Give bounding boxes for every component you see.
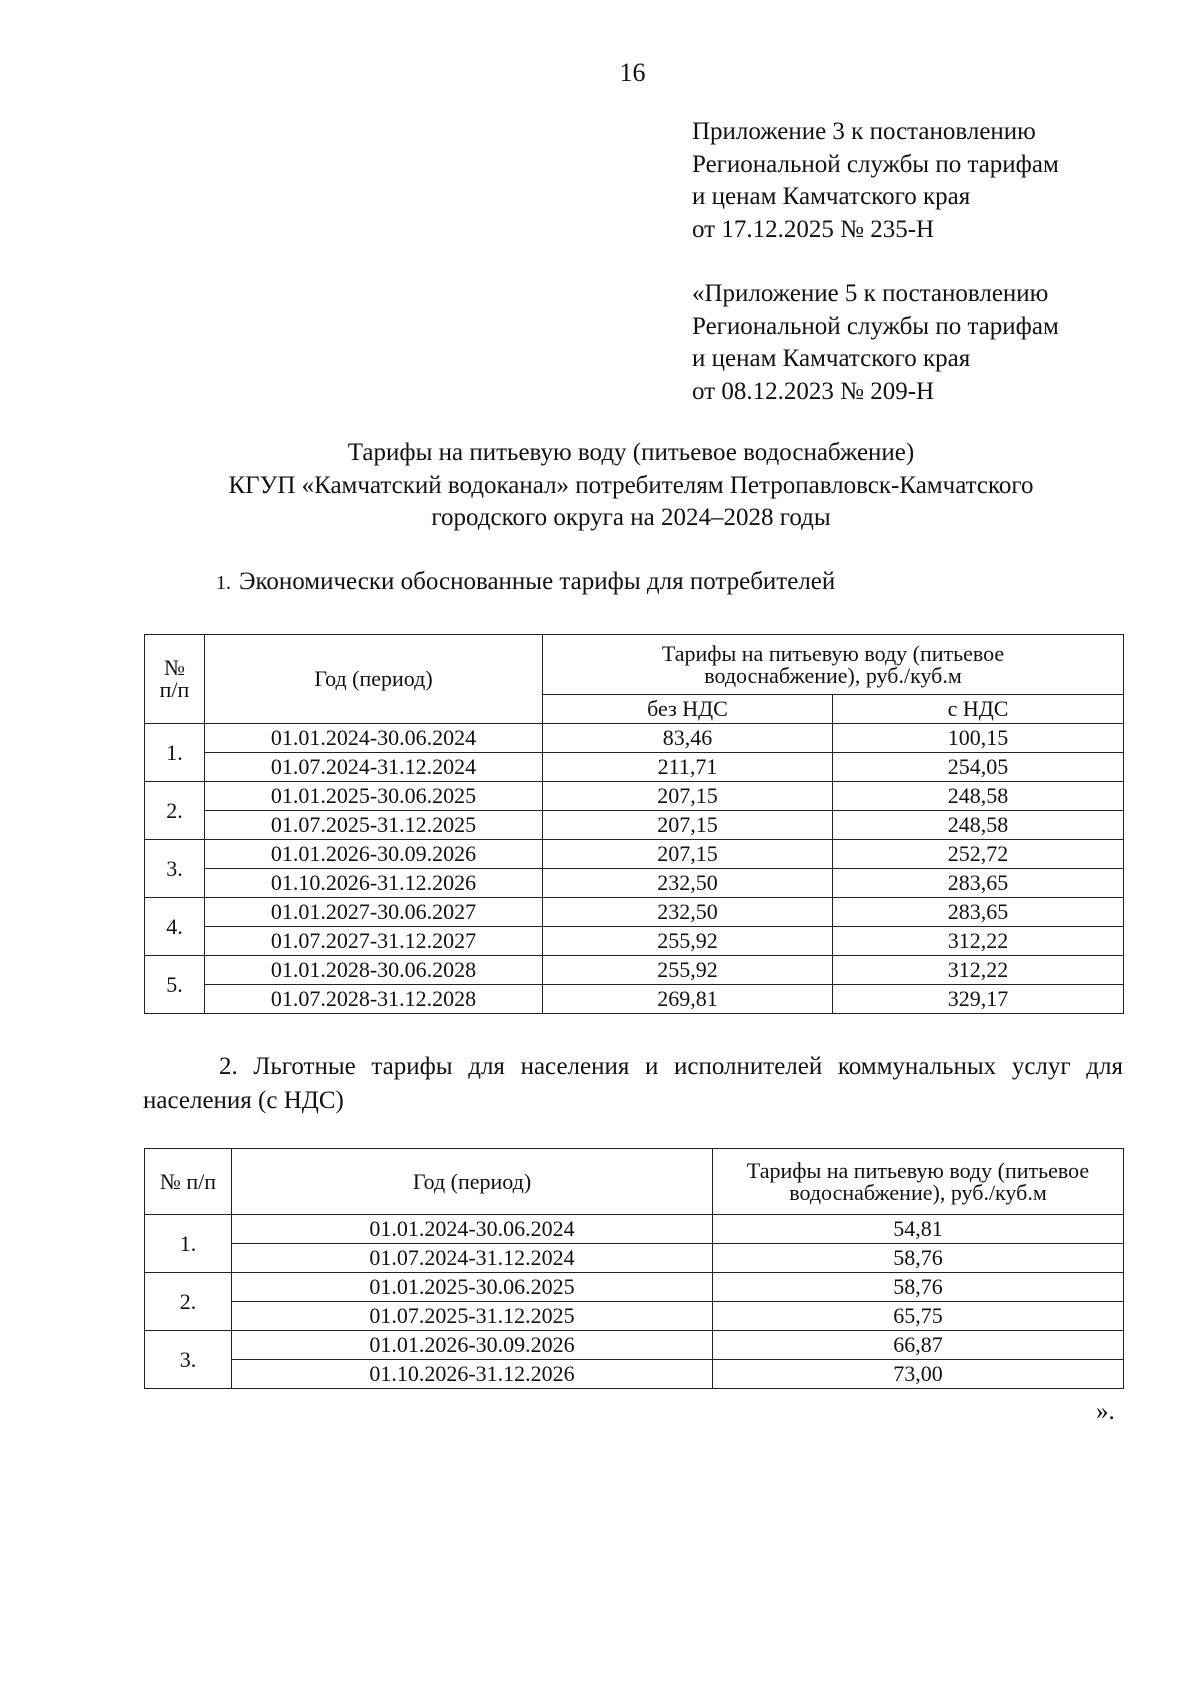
title-line: Тарифы на питьевую воду (питьевое водоснабжение) [347, 439, 915, 466]
period-cell: 01.07.2024-31.12.2024 [232, 1244, 713, 1273]
period-cell: 01.01.2026-30.09.2026 [205, 840, 543, 869]
appendix-line: и ценам Камчатского края [692, 345, 971, 372]
row-number: 3. [145, 840, 205, 898]
no-vat-cell: 269,81 [543, 985, 833, 1014]
appendix-line: от 17.12.2025 № 235-Н [692, 215, 935, 243]
period-cell: 01.01.2027-30.06.2027 [205, 898, 543, 927]
no-vat-cell: 207,15 [543, 811, 833, 840]
no-vat-cell: 207,15 [543, 782, 833, 811]
section2-heading: 2. Льготные тарифы для населения и исполнителей коммунальных услуг для населения (с НДС) [143, 1053, 1123, 1114]
tariff-cell: 58,76 [713, 1273, 1124, 1302]
with-vat-cell: 283,65 [833, 869, 1124, 898]
no-vat-cell: 255,92 [543, 956, 833, 985]
appendix-line: «Приложение 5 к постановлению [692, 280, 1049, 307]
no-vat-cell: 83,46 [543, 724, 833, 753]
header-tariff: Тарифы на питьевую воду (питьевое водоснабжение), руб./куб.м [543, 635, 1124, 695]
with-vat-cell: 100,15 [833, 724, 1124, 753]
period-cell: 01.07.2025-31.12.2025 [205, 811, 543, 840]
with-vat-cell: 312,22 [833, 956, 1124, 985]
period-cell: 01.01.2024-30.06.2024 [232, 1215, 713, 1244]
appendix-line: от 08.12.2023 № 209-Н [692, 377, 935, 405]
table-row [145, 811, 1124, 840]
page-number: 16 [619, 58, 646, 87]
with-vat-cell: 248,58 [833, 811, 1124, 840]
header-no-vat: без НДС [543, 695, 833, 724]
section1-heading [216, 568, 835, 596]
tariff-cell: 54,81 [713, 1215, 1124, 1244]
preferential-tariffs-table [144, 1148, 1124, 1389]
document-title [100, 437, 1162, 535]
row-number: 3. [145, 1331, 232, 1389]
no-vat-cell: 207,15 [543, 840, 833, 869]
header-period: Год (период) [205, 635, 543, 724]
no-vat-cell: 211,71 [543, 753, 833, 782]
header-period: Год (период) [232, 1149, 713, 1215]
tariff-cell: 73,00 [713, 1360, 1124, 1389]
table-header-row [145, 635, 1124, 695]
table-row [145, 753, 1124, 782]
section1-heading-text: Экономически обоснованные тарифы для потребителей [239, 568, 836, 595]
table-row [145, 927, 1124, 956]
title-line: КГУП «Камчатский водоканал» потребителям Петропавловск-Камчатского [228, 471, 1034, 499]
row-number: 1. [145, 724, 205, 782]
header-tariff: Тарифы на питьевую воду (питьевое водоснабжение), руб./куб.м [713, 1149, 1124, 1215]
period-cell: 01.01.2028-30.06.2028 [205, 956, 543, 985]
period-cell: 01.07.2025-31.12.2025 [232, 1302, 713, 1331]
table-row [145, 724, 1124, 753]
period-cell: 01.01.2024-30.06.2024 [205, 724, 543, 753]
header-num: № п/п [145, 1149, 232, 1215]
with-vat-cell: 312,22 [833, 927, 1124, 956]
table-row [145, 1273, 1124, 1302]
appendix-reference-new [692, 116, 1059, 246]
closing-quote: ». [1096, 1398, 1115, 1425]
no-vat-cell: 232,50 [543, 898, 833, 927]
with-vat-cell: 329,17 [833, 985, 1124, 1014]
row-number: 2. [145, 1273, 232, 1331]
table-row [145, 956, 1124, 985]
period-cell: 01.07.2024-31.12.2024 [205, 753, 543, 782]
header-with-vat: с НДС [833, 695, 1124, 724]
tariff-cell: 58,76 [713, 1244, 1124, 1273]
row-number: 2. [145, 782, 205, 840]
with-vat-cell: 283,65 [833, 898, 1124, 927]
table-row [145, 1360, 1124, 1389]
no-vat-cell: 232,50 [543, 869, 833, 898]
appendix-line: Региональной службы по тарифам [692, 312, 1059, 340]
period-cell: 01.10.2026-31.12.2026 [232, 1360, 713, 1389]
table-row [145, 1331, 1124, 1360]
period-cell: 01.01.2026-30.09.2026 [232, 1331, 713, 1360]
row-number: 5. [145, 956, 205, 1014]
table-header-row [145, 1149, 1124, 1215]
table-row [145, 985, 1124, 1014]
period-cell: 01.07.2027-31.12.2027 [205, 927, 543, 956]
section1-number: 1. [216, 572, 231, 594]
table-row [145, 782, 1124, 811]
with-vat-cell: 252,72 [833, 840, 1124, 869]
period-cell: 01.07.2028-31.12.2028 [205, 985, 543, 1014]
row-number: 1. [145, 1215, 232, 1273]
table-row [145, 1244, 1124, 1273]
table-row [145, 869, 1124, 898]
header-num: № п/п [145, 635, 205, 724]
appendix-line: Приложение 3 к постановлению [692, 118, 1036, 145]
tariff-cell: 66,87 [713, 1331, 1124, 1360]
table-row [145, 898, 1124, 927]
no-vat-cell: 255,92 [543, 927, 833, 956]
period-cell: 01.01.2025-30.06.2025 [232, 1273, 713, 1302]
appendix-reference-old [692, 278, 1059, 408]
economic-tariffs-table [144, 634, 1124, 1014]
table-row [145, 1302, 1124, 1331]
period-cell: 01.10.2026-31.12.2026 [205, 869, 543, 898]
appendix-line: Региональной службы по тарифам [692, 150, 1059, 178]
appendix-line: и ценам Камчатского края [692, 183, 971, 210]
title-line: городского округа на 2024–2028 годы [431, 504, 831, 531]
row-number: 4. [145, 898, 205, 956]
with-vat-cell: 254,05 [833, 753, 1124, 782]
with-vat-cell: 248,58 [833, 782, 1124, 811]
tariff-cell: 65,75 [713, 1302, 1124, 1331]
table-row [145, 1215, 1124, 1244]
table-row [145, 840, 1124, 869]
period-cell: 01.01.2025-30.06.2025 [205, 782, 543, 811]
